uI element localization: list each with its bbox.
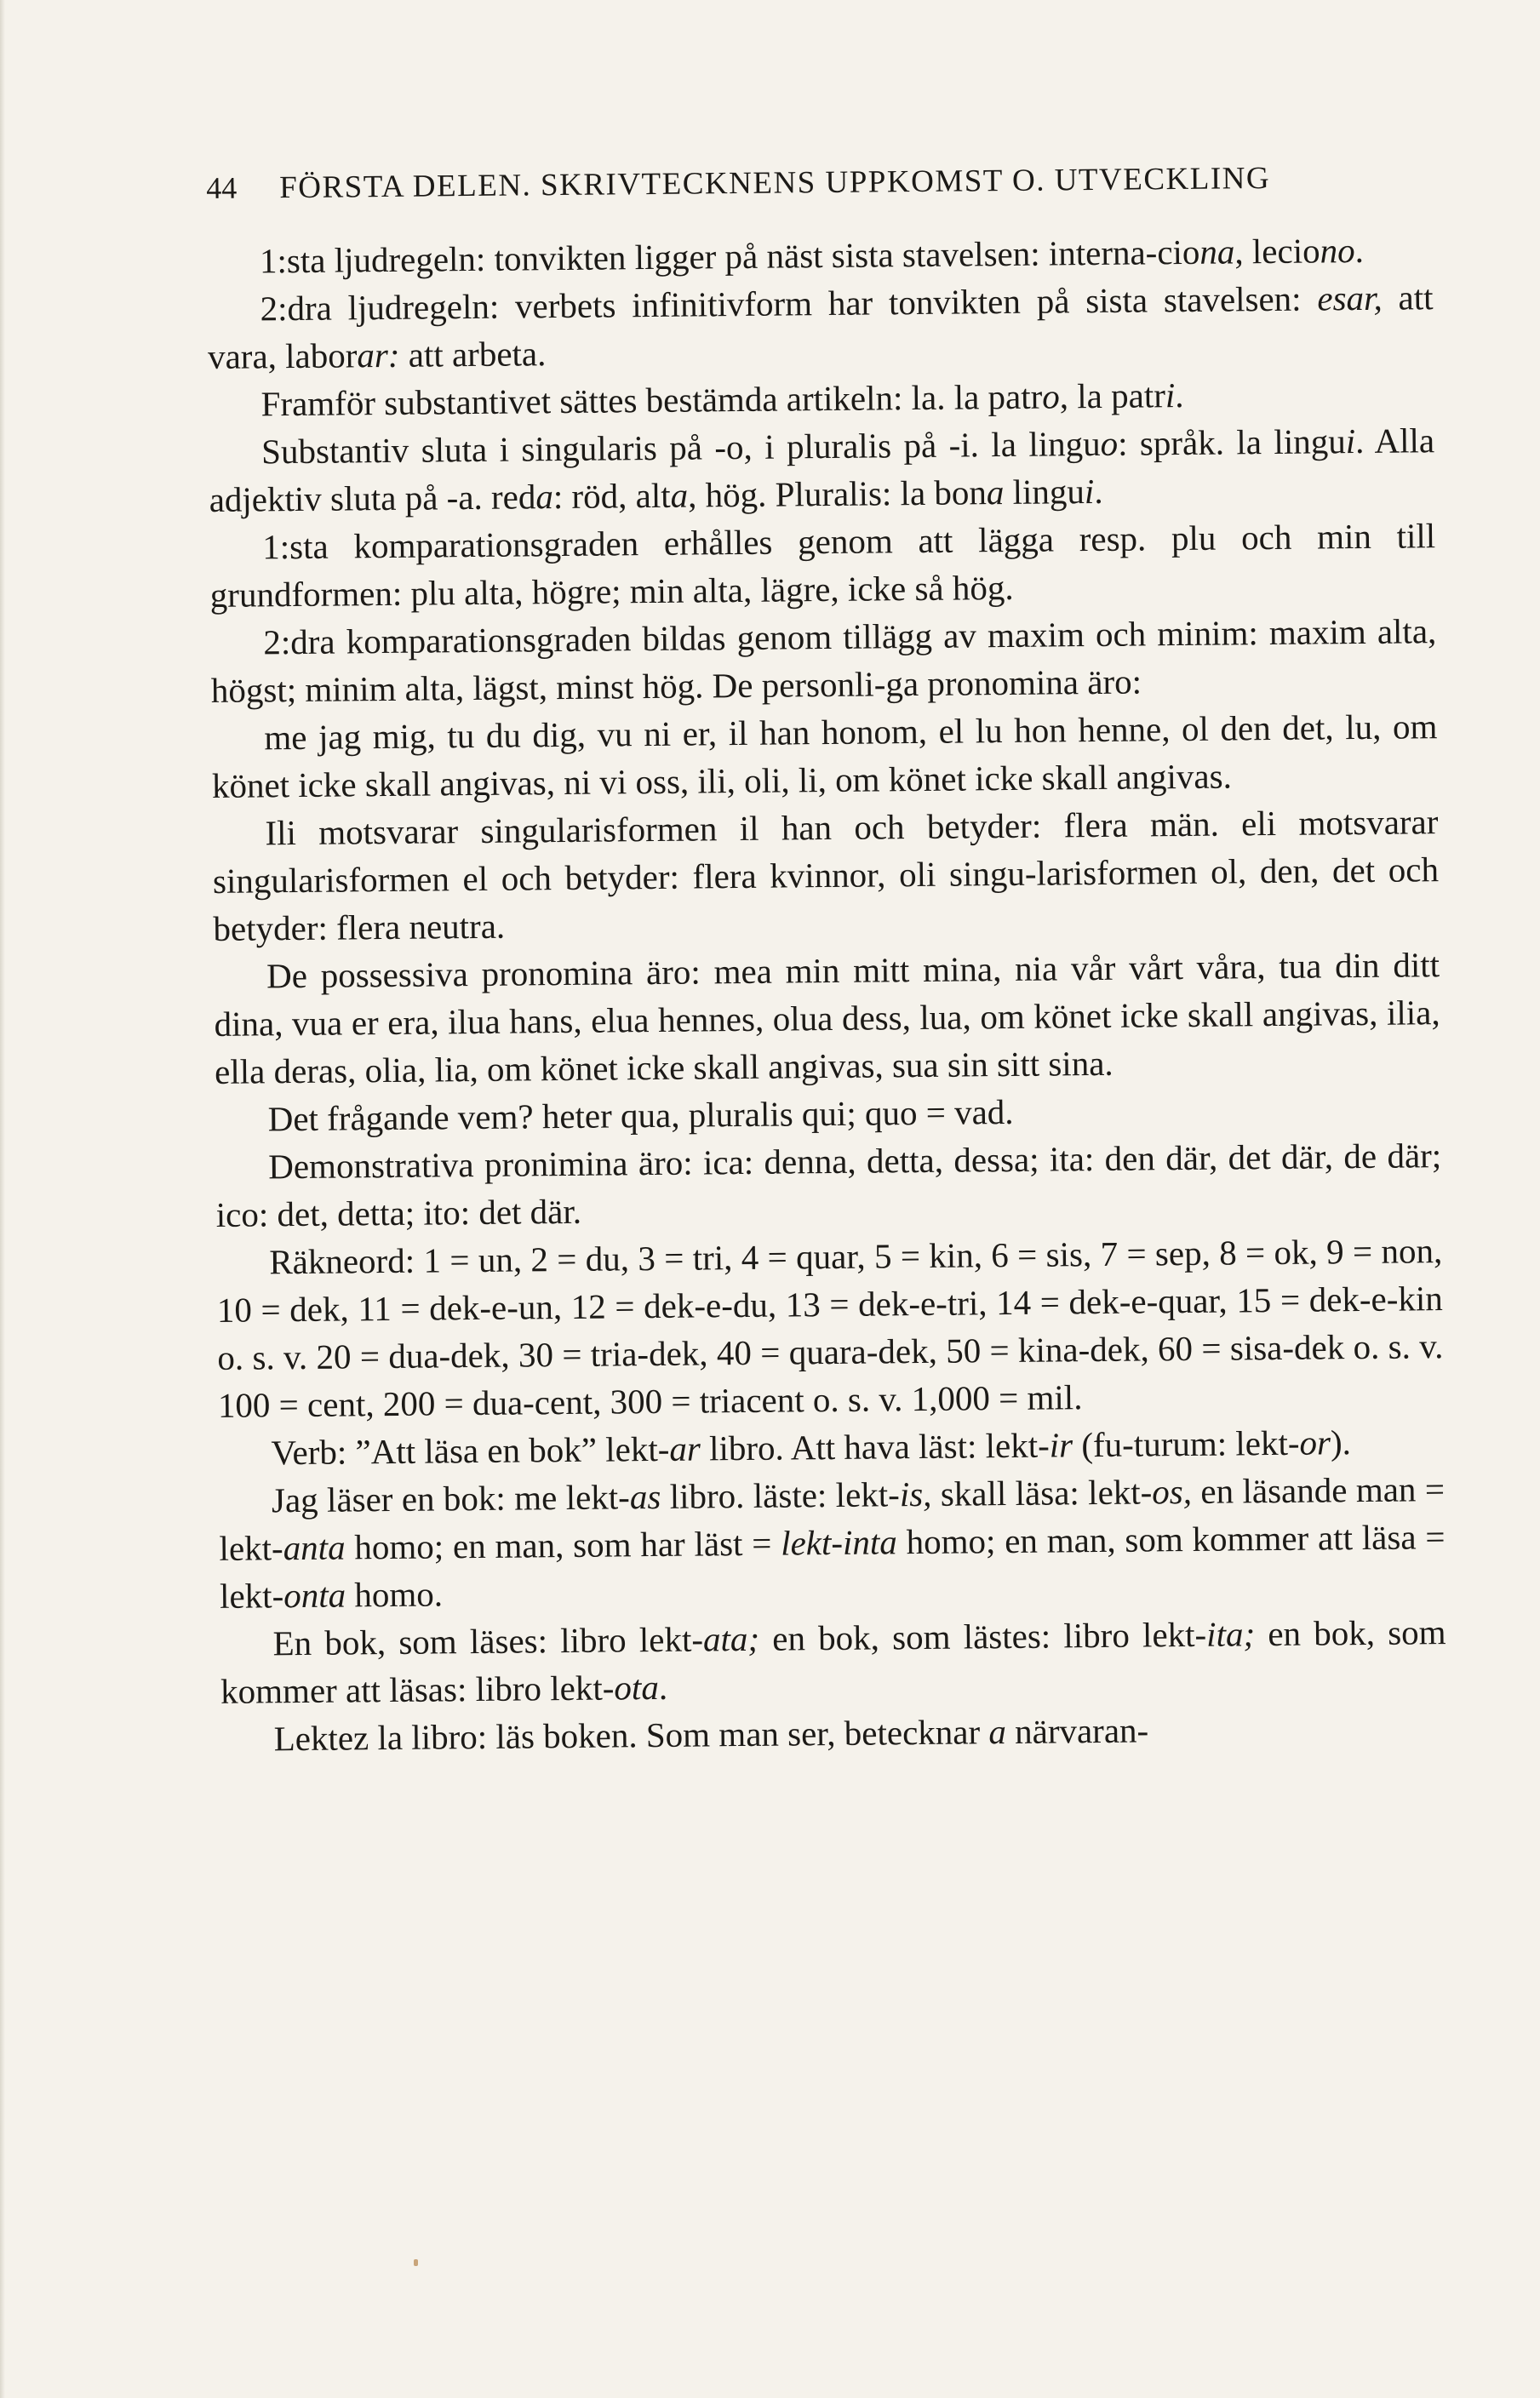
page-edge-shadow	[0, 0, 5, 2398]
paragraph-imperativ: Lektez la libro: läs boken. Som man ser, betecknar a närvaran-	[273, 1710, 1149, 1759]
paragraph-plural-pronomina: Ili motsvarar singularisformen il han och betyder: flera män. eli motsvarar singularisformen el och betyder: flera kvinnor, oli singu-larisformen ol, den, det och betyder: flera neutra.	[212, 802, 1440, 948]
paragraph-komparation-1: 1:sta komparationsgraden erhålles genom att lägga resp. plu och min till grundformen: plu alta, högre; min alta, lägre, icke så hög.	[209, 516, 1436, 615]
paragraph-demonstrativa: Demonstrativa pronimina äro: ica: denna, detta, dessa; ita: den där, det där, de där; ico: det, detta; ito: det där.	[215, 1136, 1442, 1234]
paragraph-rakneord: Räkneord: 1 = un, 2 = du, 3 = tri, 4 = quar, 5 = kin, 6 = sis, 7 = sep, 8 = ok, 9 = non, 10 = dek, 11 = dek-e-un, 12 = dek-e-du, 13 = dek-e-tri, 14 = dek-e-quar, 15 = dek-e-kin o. s. v. 20 = dua-dek, 30 = tria-dek, 40 = quara-dek, 50 = kina-dek, 60 = sisa-dek o. s. v. 100 = cent, 200 = dua-cent, 300 = triacent o. s. v. 1,000 = mil.	[216, 1231, 1444, 1425]
running-header	[206, 158, 1432, 207]
page-number: 44	[206, 170, 238, 205]
paragraph-ljudregel-1: 1:sta ljudregeln: tonvikten ligger på näst sista stavelsen: interna-ciona, leciono.	[259, 230, 1365, 281]
paragraph-verb: Verb: ”Att läsa en bok” lekt-ar libro. Att hava läst: lekt-ir (fu-turum: lekt-or).	[271, 1422, 1352, 1473]
paragraph-fragande: Det frågande vem? heter qua, pluralis qui; quo = vad.	[267, 1091, 1014, 1139]
paragraph-verb-aktiv: Jag läser en bok: me lekt-as libro. läste: lekt-is, skall läsa: lekt-os, en läsande man = lekt-anta homo; en man, som har läst = lekt-inta homo; en man, som kommer att läsa = lekt-onta homo.	[219, 1469, 1446, 1616]
running-title: FÖRSTA DELEN. SKRIVTECKNENS UPPKOMST O. UTVECKLING	[279, 161, 1271, 206]
paragraph-komparation-2: 2:dra komparationsgraden bildas genom tillägg av maxim och minim: maxim alta, högst; minim alta, lägst, minst hög. De personli-ga pronomina äro:	[210, 611, 1437, 710]
paragraph-ljudregel-2: 2:dra ljudregeln: verbets infinitivform har tonvikten på sista stavelsen: esar, att vara, laborar: att arbeta.	[207, 278, 1434, 376]
paragraph-substantiv: Substantiv sluta i singularis på -o, i pluralis på -i. la linguo: språk. la lingui. Alla adjektiv sluta på -a. reda: röd, alta, hög. Pluralis: la bona lingui.	[209, 421, 1435, 519]
paper-speck	[414, 2259, 418, 2266]
paragraph-verb-passiv: En bok, som läses: libro lekt-ata; en bok, som lästes: libro lekt-ita; en bok, som kommer att läsas: libro lekt-ota.	[220, 1612, 1446, 1711]
page-text	[206, 158, 1447, 1763]
paragraph-artikel: Framför substantivet sättes bestämda artikeln: la. la patro, la patri.	[260, 375, 1184, 424]
paragraph-personliga-pronomina: me jag mig, tu du dig, vu ni er, il han honom, el lu hon henne, ol den det, lu, om könet icke skall angivas, ni vi oss, ili, oli, li, om könet icke skall angivas.	[211, 707, 1438, 805]
paragraph-possessiva-pronomina: De possessiva pronomina äro: mea min mitt mina, nia vår vårt våra, tua din ditt dina, vua er era, ilua hans, elua hennes, olua dess, lua, om könet icke skall angivas, ilia, ella deras, olia, lia, om könet icke skall angivas, sua sin sitt sina.	[214, 945, 1440, 1091]
